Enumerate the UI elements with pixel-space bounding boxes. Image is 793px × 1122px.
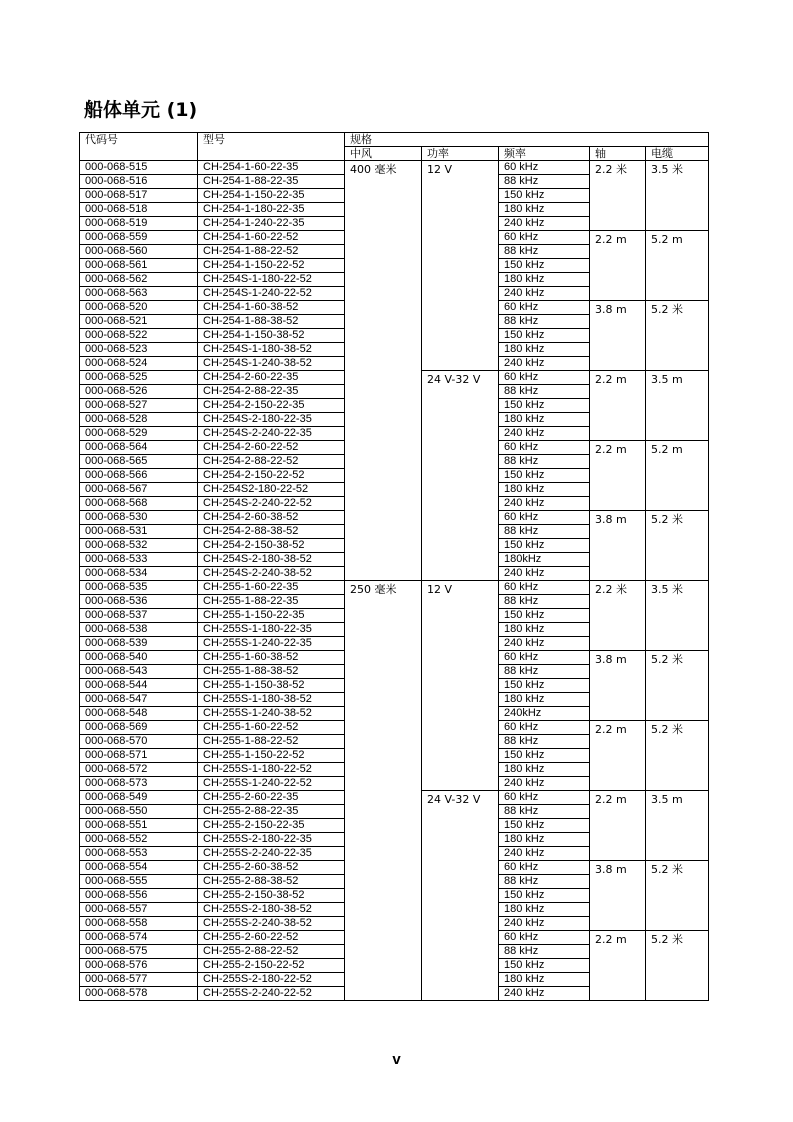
cable-cell: 3.5 米: [646, 581, 709, 651]
model-cell: CH-254-2-60-22-52: [198, 441, 345, 455]
code-cell: 000-068-572: [80, 763, 198, 777]
freq-cell: 60 kHz: [499, 301, 590, 315]
model-cell: CH-255S-2-180-38-52: [198, 903, 345, 917]
model-cell: CH-255-2-88-22-52: [198, 945, 345, 959]
code-cell: 000-068-525: [80, 371, 198, 385]
code-cell: 000-068-547: [80, 693, 198, 707]
spec-table: [79, 132, 709, 1001]
beam-cell: 400 毫米: [345, 161, 422, 581]
code-cell: 000-068-528: [80, 413, 198, 427]
shaft-cell: 2.2 m: [590, 371, 646, 441]
model-cell: CH-254-2-60-38-52: [198, 511, 345, 525]
model-cell: CH-255S-2-240-22-52: [198, 987, 345, 1001]
model-cell: CH-254S-2-180-22-35: [198, 413, 345, 427]
model-cell: CH-255S-2-240-38-52: [198, 917, 345, 931]
model-cell: CH-254S-2-240-22-52: [198, 497, 345, 511]
freq-cell: 150 kHz: [499, 189, 590, 203]
code-cell: 000-068-516: [80, 175, 198, 189]
freq-cell: 180 kHz: [499, 763, 590, 777]
header-power: 功率: [422, 147, 499, 161]
model-cell: CH-254S-1-240-22-52: [198, 287, 345, 301]
freq-cell: 180 kHz: [499, 973, 590, 987]
freq-cell: 240 kHz: [499, 567, 590, 581]
freq-cell: 180 kHz: [499, 203, 590, 217]
code-cell: 000-068-576: [80, 959, 198, 973]
code-cell: 000-068-519: [80, 217, 198, 231]
freq-cell: 60 kHz: [499, 231, 590, 245]
code-cell: 000-068-521: [80, 315, 198, 329]
model-cell: CH-255S-1-180-22-35: [198, 623, 345, 637]
model-cell: CH-254-1-60-38-52: [198, 301, 345, 315]
model-cell: CH-254-2-150-22-52: [198, 469, 345, 483]
page-title: 船体单元 (1): [84, 99, 198, 121]
freq-cell: 240 kHz: [499, 497, 590, 511]
model-cell: CH-254S-2-240-22-35: [198, 427, 345, 441]
code-cell: 000-068-551: [80, 819, 198, 833]
freq-cell: 180 kHz: [499, 413, 590, 427]
header-freq: 频率: [499, 147, 590, 161]
code-cell: 000-068-549: [80, 791, 198, 805]
page-number: v: [392, 1051, 401, 1068]
power-cell: 12 V: [422, 161, 499, 371]
freq-cell: 88 kHz: [499, 385, 590, 399]
model-cell: CH-255-2-60-22-52: [198, 931, 345, 945]
model-cell: CH-254-1-240-22-35: [198, 217, 345, 231]
code-cell: 000-068-559: [80, 231, 198, 245]
header-shaft: 轴: [590, 147, 646, 161]
header-model: 型号: [198, 133, 345, 147]
model-cell: CH-255S-1-240-22-52: [198, 777, 345, 791]
freq-cell: 150 kHz: [499, 749, 590, 763]
code-cell: 000-068-554: [80, 861, 198, 875]
beam-cell: 250 毫米: [345, 581, 422, 1001]
code-cell: 000-068-536: [80, 595, 198, 609]
code-cell: 000-068-537: [80, 609, 198, 623]
model-cell: CH-255S-2-180-22-52: [198, 973, 345, 987]
model-cell: CH-255-2-150-22-52: [198, 959, 345, 973]
freq-cell: 60 kHz: [499, 161, 590, 175]
model-cell: CH-254-2-150-22-35: [198, 399, 345, 413]
freq-cell: 150 kHz: [499, 329, 590, 343]
model-cell: CH-254-2-88-22-52: [198, 455, 345, 469]
model-cell: CH-255-1-60-38-52: [198, 651, 345, 665]
model-cell: CH-254-1-88-22-52: [198, 245, 345, 259]
code-cell: 000-068-557: [80, 903, 198, 917]
model-cell: CH-254S-1-180-38-52: [198, 343, 345, 357]
model-cell: CH-254S-2-180-38-52: [198, 553, 345, 567]
code-cell: 000-068-533: [80, 553, 198, 567]
shaft-cell: 2.2 m: [590, 791, 646, 861]
header-code: 代码号: [80, 133, 198, 147]
freq-cell: 240 kHz: [499, 427, 590, 441]
code-cell: 000-068-527: [80, 399, 198, 413]
code-cell: 000-068-568: [80, 497, 198, 511]
code-cell: 000-068-529: [80, 427, 198, 441]
code-cell: 000-068-558: [80, 917, 198, 931]
code-cell: 000-068-556: [80, 889, 198, 903]
code-cell: 000-068-552: [80, 833, 198, 847]
code-cell: 000-068-526: [80, 385, 198, 399]
code-cell: 000-068-569: [80, 721, 198, 735]
model-cell: CH-255-1-60-22-35: [198, 581, 345, 595]
cable-cell: 5.2 米: [646, 511, 709, 581]
model-cell: CH-254-1-88-22-35: [198, 175, 345, 189]
model-cell: CH-254S-1-180-22-52: [198, 273, 345, 287]
code-cell: 000-068-548: [80, 707, 198, 721]
model-cell: CH-255-1-60-22-52: [198, 721, 345, 735]
model-cell: CH-254S-2-240-38-52: [198, 567, 345, 581]
table-row: [80, 161, 709, 175]
freq-cell: 88 kHz: [499, 175, 590, 189]
model-cell: CH-255-1-88-38-52: [198, 665, 345, 679]
model-cell: CH-255S-1-180-22-52: [198, 763, 345, 777]
freq-cell: 150 kHz: [499, 539, 590, 553]
model-cell: CH-255-1-88-22-35: [198, 595, 345, 609]
code-cell: 000-068-571: [80, 749, 198, 763]
header-beam: 中风: [345, 147, 422, 161]
freq-cell: 88 kHz: [499, 245, 590, 259]
code-cell: 000-068-524: [80, 357, 198, 371]
code-cell: 000-068-515: [80, 161, 198, 175]
header-spec: 规格: [345, 133, 709, 147]
code-cell: 000-068-562: [80, 273, 198, 287]
freq-cell: 60 kHz: [499, 861, 590, 875]
shaft-cell: 3.8 m: [590, 511, 646, 581]
shaft-cell: 2.2 m: [590, 721, 646, 791]
model-cell: CH-255-1-150-22-35: [198, 609, 345, 623]
code-cell: 000-068-518: [80, 203, 198, 217]
table-row: [80, 581, 709, 595]
freq-cell: 88 kHz: [499, 455, 590, 469]
code-cell: 000-068-578: [80, 987, 198, 1001]
freq-cell: 60 kHz: [499, 371, 590, 385]
code-cell: 000-068-532: [80, 539, 198, 553]
freq-cell: 180 kHz: [499, 273, 590, 287]
shaft-cell: 3.8 m: [590, 651, 646, 721]
code-cell: 000-068-561: [80, 259, 198, 273]
shaft-cell: 2.2 m: [590, 441, 646, 511]
code-cell: 000-068-574: [80, 931, 198, 945]
freq-cell: 60 kHz: [499, 721, 590, 735]
freq-cell: 240 kHz: [499, 987, 590, 1001]
cable-cell: 3.5 m: [646, 371, 709, 441]
code-cell: 000-068-573: [80, 777, 198, 791]
freq-cell: 88 kHz: [499, 805, 590, 819]
freq-cell: 150 kHz: [499, 469, 590, 483]
code-cell: 000-068-577: [80, 973, 198, 987]
model-cell: CH-254S-1-240-38-52: [198, 357, 345, 371]
code-cell: 000-068-534: [80, 567, 198, 581]
model-cell: CH-255-2-88-38-52: [198, 875, 345, 889]
freq-cell: 60 kHz: [499, 931, 590, 945]
freq-cell: 150 kHz: [499, 609, 590, 623]
model-cell: CH-254-2-60-22-35: [198, 371, 345, 385]
model-cell: CH-255S-2-180-22-35: [198, 833, 345, 847]
code-cell: 000-068-567: [80, 483, 198, 497]
header-row-1: [80, 133, 709, 147]
code-cell: 000-068-517: [80, 189, 198, 203]
code-cell: 000-068-544: [80, 679, 198, 693]
model-cell: CH-255-1-150-38-52: [198, 679, 345, 693]
model-cell: CH-255S-1-180-38-52: [198, 693, 345, 707]
freq-cell: 180kHz: [499, 553, 590, 567]
code-cell: 000-068-550: [80, 805, 198, 819]
header-cable: 电缆: [646, 147, 709, 161]
code-cell: 000-068-538: [80, 623, 198, 637]
model-cell: CH-254-1-150-38-52: [198, 329, 345, 343]
code-cell: 000-068-523: [80, 343, 198, 357]
cable-cell: 5.2 米: [646, 301, 709, 371]
freq-cell: 60 kHz: [499, 651, 590, 665]
power-cell: 12 V: [422, 581, 499, 791]
model-cell: CH-255S-1-240-22-35: [198, 637, 345, 651]
code-cell: 000-068-522: [80, 329, 198, 343]
code-cell: 000-068-555: [80, 875, 198, 889]
freq-cell: 240 kHz: [499, 217, 590, 231]
freq-cell: 180 kHz: [499, 903, 590, 917]
model-cell: CH-254-1-60-22-35: [198, 161, 345, 175]
freq-cell: 150 kHz: [499, 679, 590, 693]
freq-cell: 60 kHz: [499, 581, 590, 595]
header-row-2: [80, 147, 709, 161]
model-cell: CH-254-1-60-22-52: [198, 231, 345, 245]
header-model-cont: [198, 147, 345, 161]
code-cell: 000-068-540: [80, 651, 198, 665]
shaft-cell: 2.2 米: [590, 581, 646, 651]
shaft-cell: 3.8 m: [590, 301, 646, 371]
code-cell: 000-068-530: [80, 511, 198, 525]
cable-cell: 5.2 m: [646, 441, 709, 511]
model-cell: CH-255-2-60-22-35: [198, 791, 345, 805]
model-cell: CH-254S2-180-22-52: [198, 483, 345, 497]
freq-cell: 88 kHz: [499, 525, 590, 539]
code-cell: 000-068-563: [80, 287, 198, 301]
freq-cell: 240 kHz: [499, 917, 590, 931]
cable-cell: 5.2 米: [646, 861, 709, 931]
model-cell: CH-255-1-88-22-52: [198, 735, 345, 749]
freq-cell: 88 kHz: [499, 665, 590, 679]
freq-cell: 180 kHz: [499, 693, 590, 707]
freq-cell: 150 kHz: [499, 959, 590, 973]
model-cell: CH-254-1-180-22-35: [198, 203, 345, 217]
model-cell: CH-254-1-150-22-52: [198, 259, 345, 273]
code-cell: 000-068-553: [80, 847, 198, 861]
shaft-cell: 3.8 m: [590, 861, 646, 931]
code-cell: 000-068-560: [80, 245, 198, 259]
cable-cell: 3.5 m: [646, 791, 709, 861]
shaft-cell: 2.2 m: [590, 231, 646, 301]
code-cell: 000-068-575: [80, 945, 198, 959]
code-cell: 000-068-564: [80, 441, 198, 455]
shaft-cell: 2.2 米: [590, 161, 646, 231]
freq-cell: 60 kHz: [499, 511, 590, 525]
freq-cell: 240kHz: [499, 707, 590, 721]
freq-cell: 240 kHz: [499, 847, 590, 861]
code-cell: 000-068-565: [80, 455, 198, 469]
freq-cell: 88 kHz: [499, 315, 590, 329]
code-cell: 000-068-531: [80, 525, 198, 539]
freq-cell: 60 kHz: [499, 791, 590, 805]
code-cell: 000-068-566: [80, 469, 198, 483]
code-cell: 000-068-570: [80, 735, 198, 749]
model-cell: CH-254-1-88-38-52: [198, 315, 345, 329]
model-cell: CH-254-2-88-38-52: [198, 525, 345, 539]
power-cell: 24 V-32 V: [422, 371, 499, 581]
freq-cell: 88 kHz: [499, 735, 590, 749]
freq-cell: 150 kHz: [499, 259, 590, 273]
model-cell: CH-255S-1-240-38-52: [198, 707, 345, 721]
model-cell: CH-254-2-88-22-35: [198, 385, 345, 399]
freq-cell: 240 kHz: [499, 777, 590, 791]
power-cell: 24 V-32 V: [422, 791, 499, 1001]
freq-cell: 180 kHz: [499, 623, 590, 637]
model-cell: CH-255-2-150-38-52: [198, 889, 345, 903]
freq-cell: 88 kHz: [499, 595, 590, 609]
freq-cell: 180 kHz: [499, 483, 590, 497]
code-cell: 000-068-535: [80, 581, 198, 595]
code-cell: 000-068-520: [80, 301, 198, 315]
code-cell: 000-068-543: [80, 665, 198, 679]
cable-cell: 5.2 m: [646, 231, 709, 301]
model-cell: CH-255-1-150-22-52: [198, 749, 345, 763]
freq-cell: 240 kHz: [499, 637, 590, 651]
cable-cell: 5.2 米: [646, 931, 709, 1001]
model-cell: CH-255-2-60-38-52: [198, 861, 345, 875]
freq-cell: 180 kHz: [499, 343, 590, 357]
code-cell: 000-068-539: [80, 637, 198, 651]
model-cell: CH-255-2-88-22-35: [198, 805, 345, 819]
header-code-cont: [80, 147, 198, 161]
freq-cell: 88 kHz: [499, 875, 590, 889]
freq-cell: 88 kHz: [499, 945, 590, 959]
model-cell: CH-254-2-150-38-52: [198, 539, 345, 553]
cable-cell: 3.5 米: [646, 161, 709, 231]
model-cell: CH-255S-2-240-22-35: [198, 847, 345, 861]
cable-cell: 5.2 米: [646, 651, 709, 721]
model-cell: CH-254-1-150-22-35: [198, 189, 345, 203]
shaft-cell: 2.2 m: [590, 931, 646, 1001]
freq-cell: 240 kHz: [499, 357, 590, 371]
freq-cell: 150 kHz: [499, 819, 590, 833]
model-cell: CH-255-2-150-22-35: [198, 819, 345, 833]
freq-cell: 180 kHz: [499, 833, 590, 847]
freq-cell: 150 kHz: [499, 399, 590, 413]
freq-cell: 240 kHz: [499, 287, 590, 301]
freq-cell: 60 kHz: [499, 441, 590, 455]
cable-cell: 5.2 米: [646, 721, 709, 791]
freq-cell: 150 kHz: [499, 889, 590, 903]
